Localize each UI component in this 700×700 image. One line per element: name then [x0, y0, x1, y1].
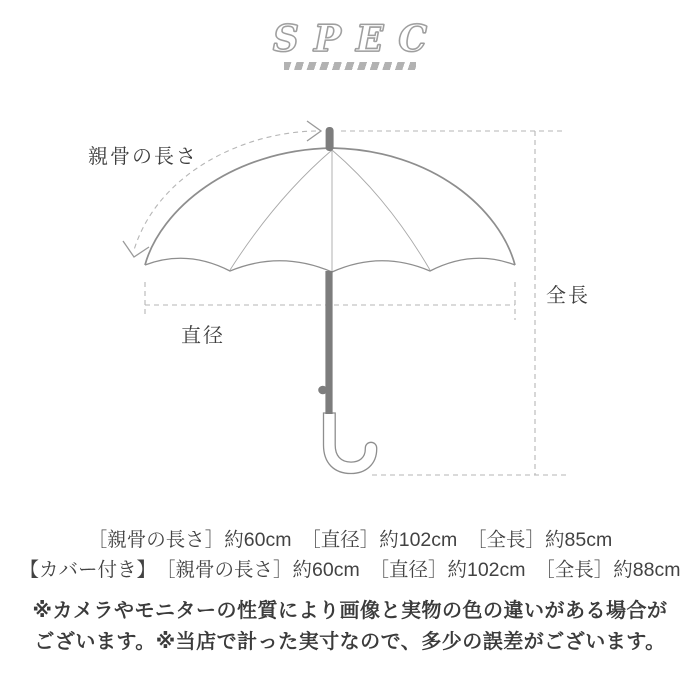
arrowhead-toward-edge: [123, 241, 149, 257]
total-length-label: 全長: [546, 285, 590, 307]
diameter-label: 直径: [181, 325, 225, 347]
rib-length-label: 親骨の長さ: [88, 146, 198, 168]
disclaimer-notes: [0, 596, 700, 658]
spec-line-standard: ［親骨の長さ］約60cm ［直径］約102cm ［全長］約85cm: [87, 529, 613, 551]
rib-line-right: [332, 150, 430, 270]
disclaimer-line-1: ※カメラやモニターの性質により画像と実物の色の違いがある場合が: [32, 600, 668, 622]
runner-knob: [318, 386, 327, 395]
dimension-guides: [134, 131, 566, 475]
canopy-ribs: [230, 150, 430, 272]
rib-line-left: [230, 150, 332, 270]
canopy-scalloped-edge: [145, 258, 515, 272]
page-title: SPEC: [272, 18, 443, 60]
umbrella-handle: [324, 413, 377, 474]
spec-measurements: [0, 526, 700, 585]
umbrella-tip-ferrule: [326, 127, 334, 151]
disclaimer-line-2: ございます。※当店で計った実寸なので、多少の誤差がございます。: [34, 631, 666, 653]
spec-line-with-cover: 【カバー付き】 ［親骨の長さ］約60cm ［直径］約102cm ［全長］約88cm: [19, 558, 681, 581]
